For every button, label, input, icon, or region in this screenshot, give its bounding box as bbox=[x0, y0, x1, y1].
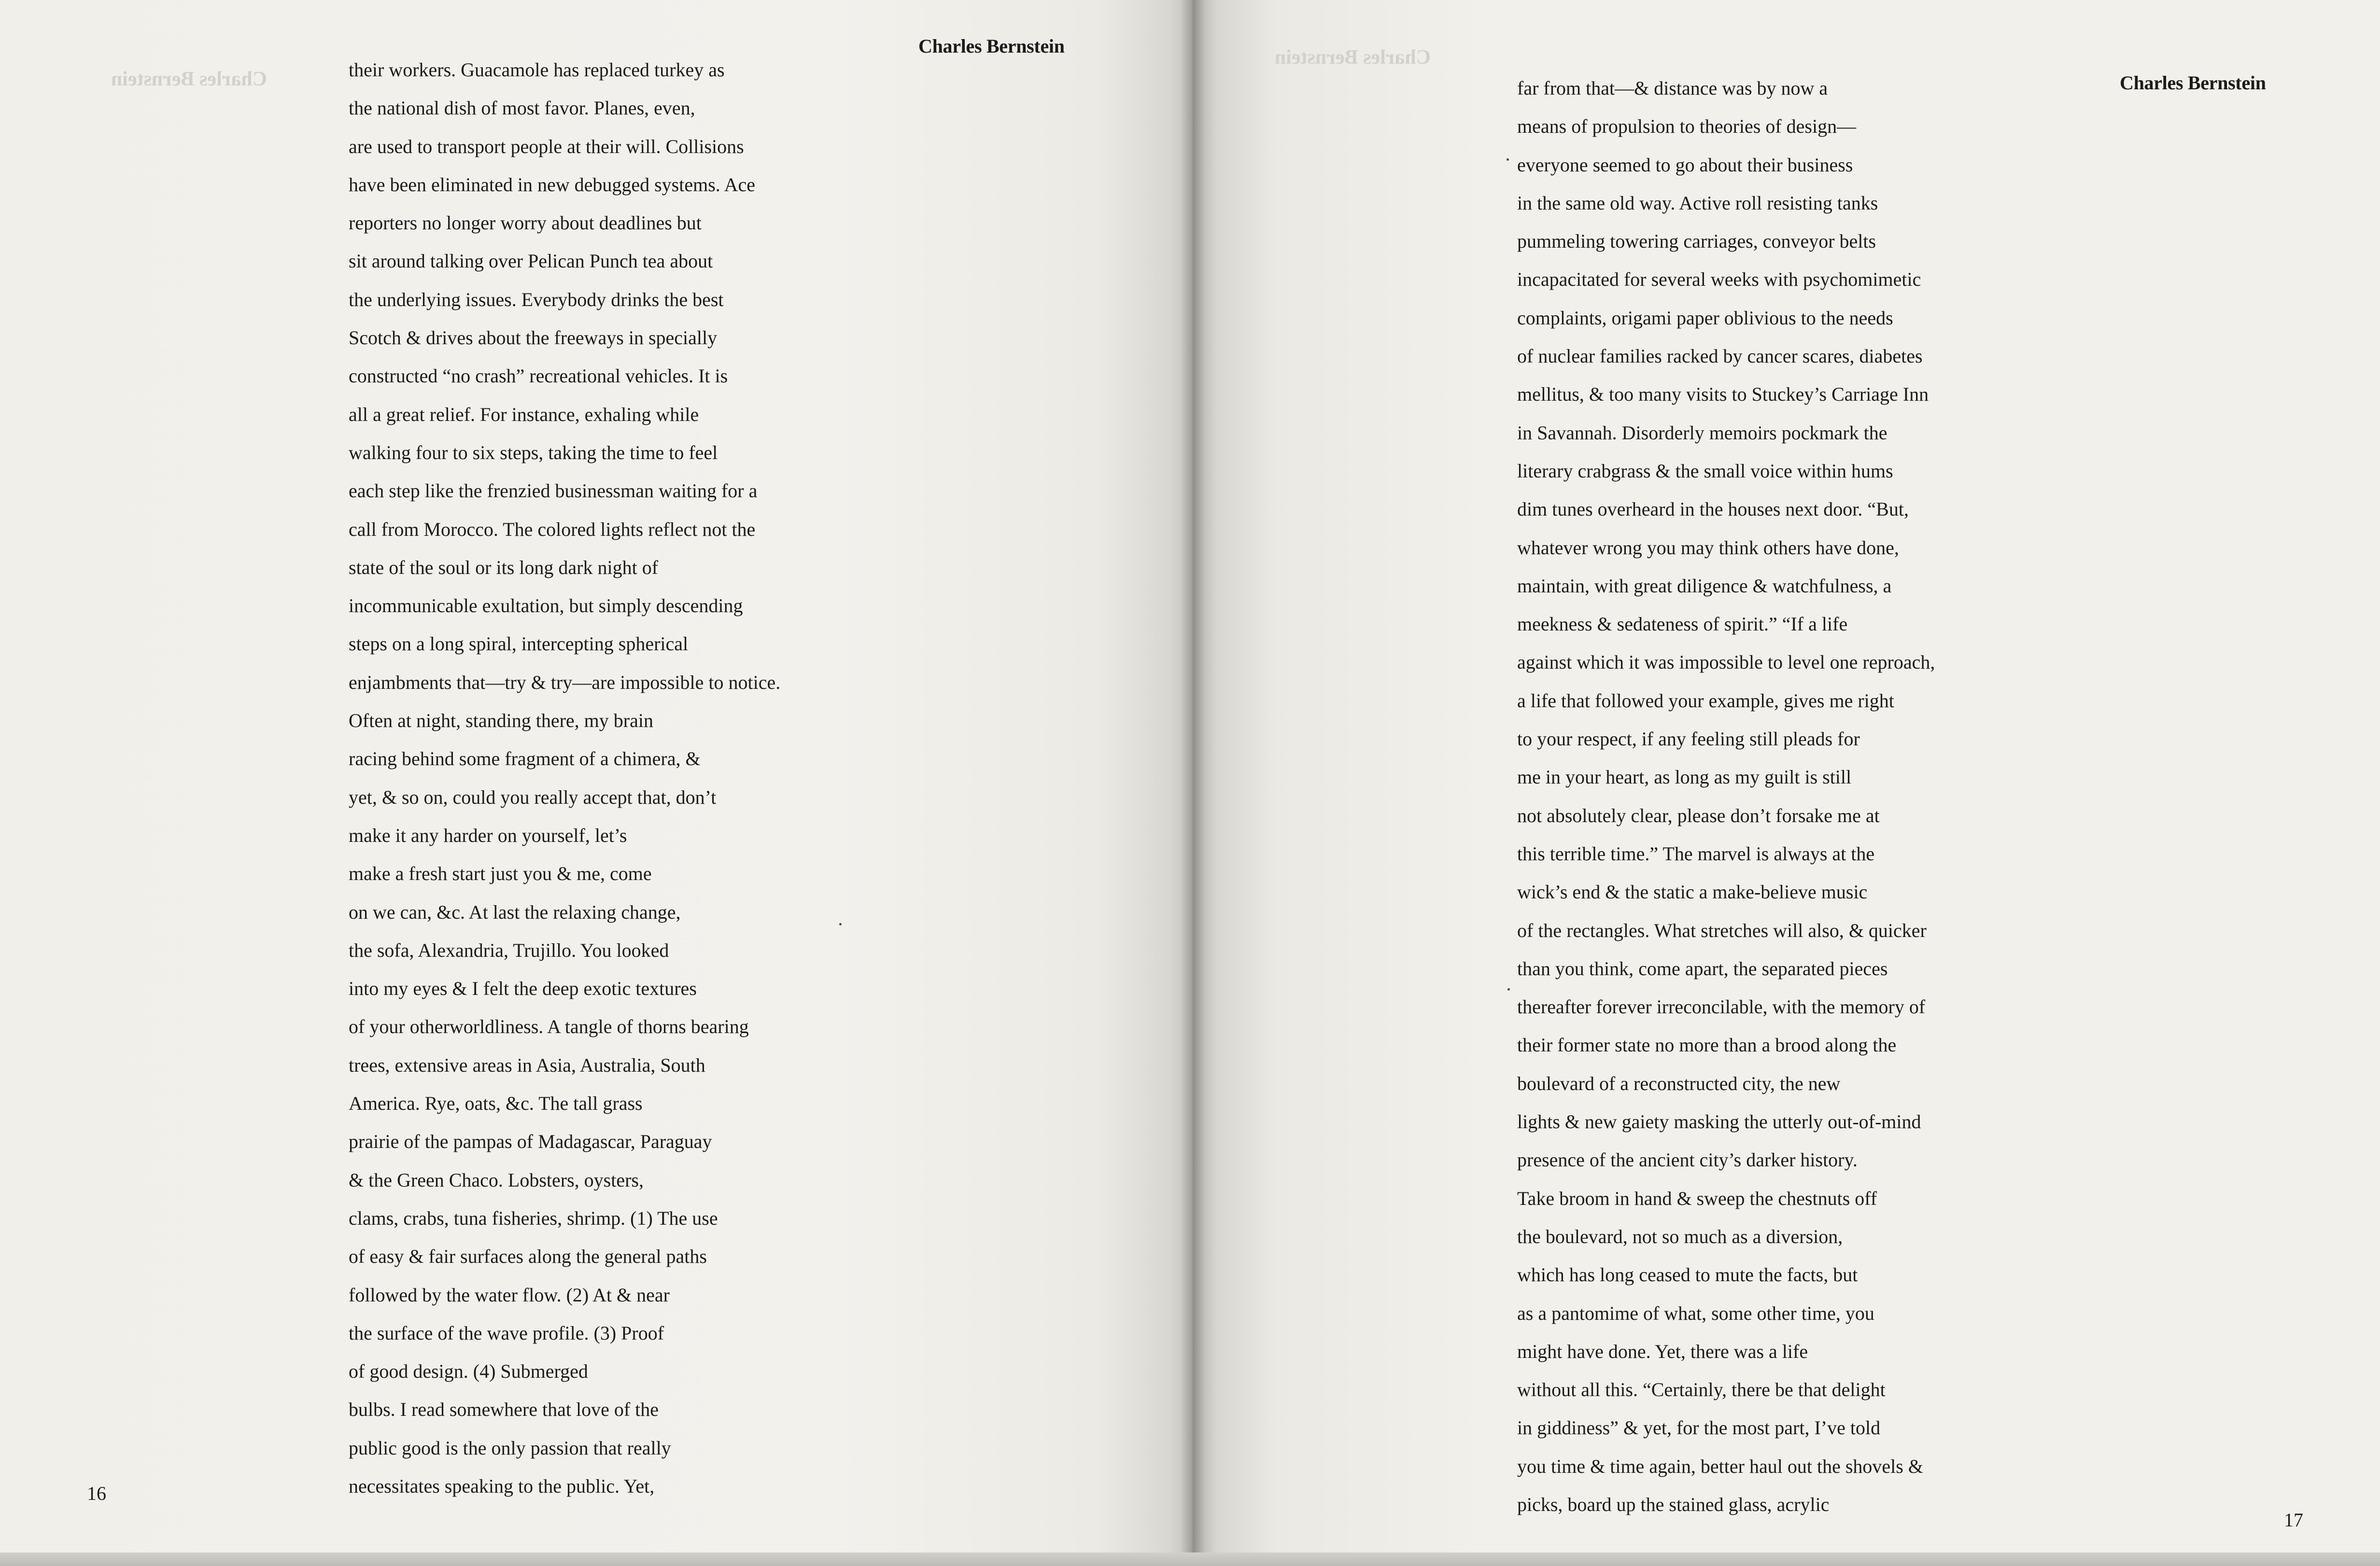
text-line: of nuclear families racked by cancer scares, diabetes bbox=[1517, 345, 1923, 367]
text-line: each step like the frenzied businessman waiting for a bbox=[349, 480, 758, 502]
text-line: make it any harder on yourself, let’s bbox=[349, 824, 627, 846]
text-line: dim tunes overheard in the houses next door. “But, bbox=[1517, 498, 1909, 520]
text-line: picks, board up the stained glass, acrylic bbox=[1517, 1493, 1830, 1515]
text-line: reporters no longer worry about deadlines but bbox=[349, 212, 702, 234]
scanner-bed-edge bbox=[0, 1552, 2380, 1566]
text-line: boulevard of a reconstructed city, the new bbox=[1517, 1072, 1841, 1094]
text-line: trees, extensive areas in Asia, Australia, South bbox=[349, 1054, 705, 1076]
text-line: of your otherworldliness. A tangle of thorns bearing bbox=[349, 1016, 749, 1038]
text-line: clams, crabs, tuna fisheries, shrimp. (1) The use bbox=[349, 1207, 718, 1229]
text-line: me in your heart, as long as my guilt is still bbox=[1517, 766, 1852, 788]
text-line: necessitates speaking to the public. Yet, bbox=[349, 1475, 655, 1497]
text-line: maintain, with great diligence & watchfulness, a bbox=[1517, 574, 1892, 597]
text-line: public good is the only passion that really bbox=[349, 1437, 671, 1459]
text-line: you time & time again, better haul out the shovels & bbox=[1517, 1455, 1923, 1477]
text-line: of the rectangles. What stretches will also, & quicker bbox=[1517, 919, 1927, 941]
text-line: sit around talking over Pelican Punch tea about bbox=[349, 250, 713, 272]
text-line: on we can, &c. At last the relaxing change, bbox=[349, 901, 681, 923]
text-line: into my eyes & I felt the deep exotic textures bbox=[349, 978, 697, 1000]
bleed-through-header: Charles Bernstein bbox=[111, 68, 268, 90]
text-line: thereafter forever irreconcilable, with the memory of bbox=[1517, 996, 1926, 1018]
text-line: the national dish of most favor. Planes, even, bbox=[349, 97, 695, 119]
text-line: without all this. “Certainly, there be that delight bbox=[1517, 1379, 1886, 1401]
text-line: Often at night, standing there, my brain bbox=[349, 710, 653, 732]
text-line: yet, & so on, could you really accept that, don’t bbox=[349, 786, 717, 808]
text-line: state of the soul or its long dark night of bbox=[349, 556, 659, 578]
text-line: of good design. (4) Submerged bbox=[349, 1360, 588, 1383]
page-number: 17 bbox=[2284, 1509, 2303, 1531]
text-line: a life that followed your example, gives me right bbox=[1517, 689, 1894, 712]
text-line: might have done. Yet, there was a life bbox=[1517, 1340, 1808, 1362]
poem-text-right bbox=[1517, 69, 1935, 1524]
text-line: walking four to six steps, taking the time to feel bbox=[349, 441, 718, 463]
text-line: whatever wrong you may think others have done, bbox=[1517, 536, 1899, 559]
paper-speck bbox=[1507, 988, 1510, 991]
text-line: call from Morocco. The colored lights reflect not the bbox=[349, 518, 756, 540]
text-line: & the Green Chaco. Lobsters, oysters, bbox=[349, 1169, 644, 1191]
text-line: to your respect, if any feeling still pleads for bbox=[1517, 728, 1860, 750]
running-header-author: Charles Bernstein bbox=[2120, 72, 2266, 94]
text-line: of easy & fair surfaces along the general paths bbox=[349, 1245, 707, 1268]
text-line: means of propulsion to theories of design— bbox=[1517, 115, 1857, 138]
text-line: mellitus, & too many visits to Stuckey’s Carriage Inn bbox=[1517, 383, 1929, 405]
text-line: bulbs. I read somewhere that love of the bbox=[349, 1398, 659, 1421]
text-line: than you think, come apart, the separated pieces bbox=[1517, 957, 1888, 979]
text-line: pummeling towering carriages, conveyor belts bbox=[1517, 230, 1876, 252]
text-line: in Savannah. Disorderly memoirs pockmark the bbox=[1517, 421, 1887, 444]
text-line: this terrible time.” The marvel is always at the bbox=[1517, 842, 1875, 865]
text-line: the sofa, Alexandria, Trujillo. You looked bbox=[349, 939, 669, 961]
bleed-through-header: Charles Bernstein bbox=[1275, 46, 1431, 69]
text-line: meekness & sedateness of spirit.” “If a life bbox=[1517, 613, 1848, 635]
text-line: steps on a long spiral, intercepting spherical bbox=[349, 633, 689, 655]
text-line: against which it was impossible to level one reproach, bbox=[1517, 651, 1935, 673]
text-line: all a great relief. For instance, exhaling while bbox=[349, 403, 699, 425]
poem-text-left bbox=[349, 51, 780, 1505]
text-line: their former state no more than a brood along the bbox=[1517, 1034, 1897, 1056]
text-line: make a fresh start just you & me, come bbox=[349, 863, 652, 885]
text-line: prairie of the pampas of Madagascar, Paraguay bbox=[349, 1131, 712, 1153]
text-line: enjambments that—try & try—are impossible to notice. bbox=[349, 671, 781, 693]
text-line: incapacitated for several weeks with psychomimetic bbox=[1517, 268, 1921, 291]
text-line: everyone seemed to go about their business bbox=[1517, 154, 1853, 176]
text-line: presence of the ancient city’s darker history. bbox=[1517, 1149, 1858, 1171]
text-line: the surface of the wave profile. (3) Proof bbox=[349, 1322, 664, 1344]
text-line: in the same old way. Active roll resisting tanks bbox=[1517, 192, 1878, 214]
text-line: are used to transport people at their will. Collisions bbox=[349, 135, 744, 157]
paper-speck bbox=[1507, 158, 1509, 161]
text-line: not absolutely clear, please don’t forsake me at bbox=[1517, 804, 1880, 826]
text-line: Take broom in hand & sweep the chestnuts off bbox=[1517, 1187, 1877, 1209]
paper-speck bbox=[839, 923, 842, 925]
text-line: in giddiness” & yet, for the most part, I’ve told bbox=[1517, 1417, 1881, 1439]
text-line: which has long ceased to mute the facts, but bbox=[1517, 1264, 1858, 1286]
text-line: as a pantomime of what, some other time, you bbox=[1517, 1302, 1874, 1324]
text-line: lights & new gaiety masking the utterly out-of-mind bbox=[1517, 1111, 1921, 1133]
text-line: Scotch & drives about the freeways in specially bbox=[349, 327, 718, 349]
text-line: followed by the water flow. (2) At & near bbox=[349, 1284, 670, 1306]
text-line: far from that—& distance was by now a bbox=[1517, 77, 1828, 99]
text-line: wick’s end & the static a make-believe music bbox=[1517, 881, 1868, 903]
text-line: complaints, origami paper oblivious to the needs bbox=[1517, 307, 1893, 329]
running-header-author: Charles Bernstein bbox=[918, 35, 1065, 57]
text-line: constructed “no crash” recreational vehicles. It is bbox=[349, 365, 728, 387]
text-line: racing behind some fragment of a chimera, & bbox=[349, 748, 701, 770]
text-line: literary crabgrass & the small voice within hums bbox=[1517, 460, 1893, 482]
text-line: the boulevard, not so much as a diversion, bbox=[1517, 1225, 1843, 1247]
text-line: America. Rye, oats, &c. The tall grass bbox=[349, 1092, 643, 1115]
text-line: their workers. Guacamole has replaced turkey as bbox=[349, 59, 725, 81]
text-line: the underlying issues. Everybody drinks the best bbox=[349, 288, 724, 310]
text-line: incommunicable exultation, but simply descending bbox=[349, 595, 743, 617]
text-line: have been eliminated in new debugged systems. Ace bbox=[349, 173, 755, 196]
page-number: 16 bbox=[87, 1482, 106, 1504]
